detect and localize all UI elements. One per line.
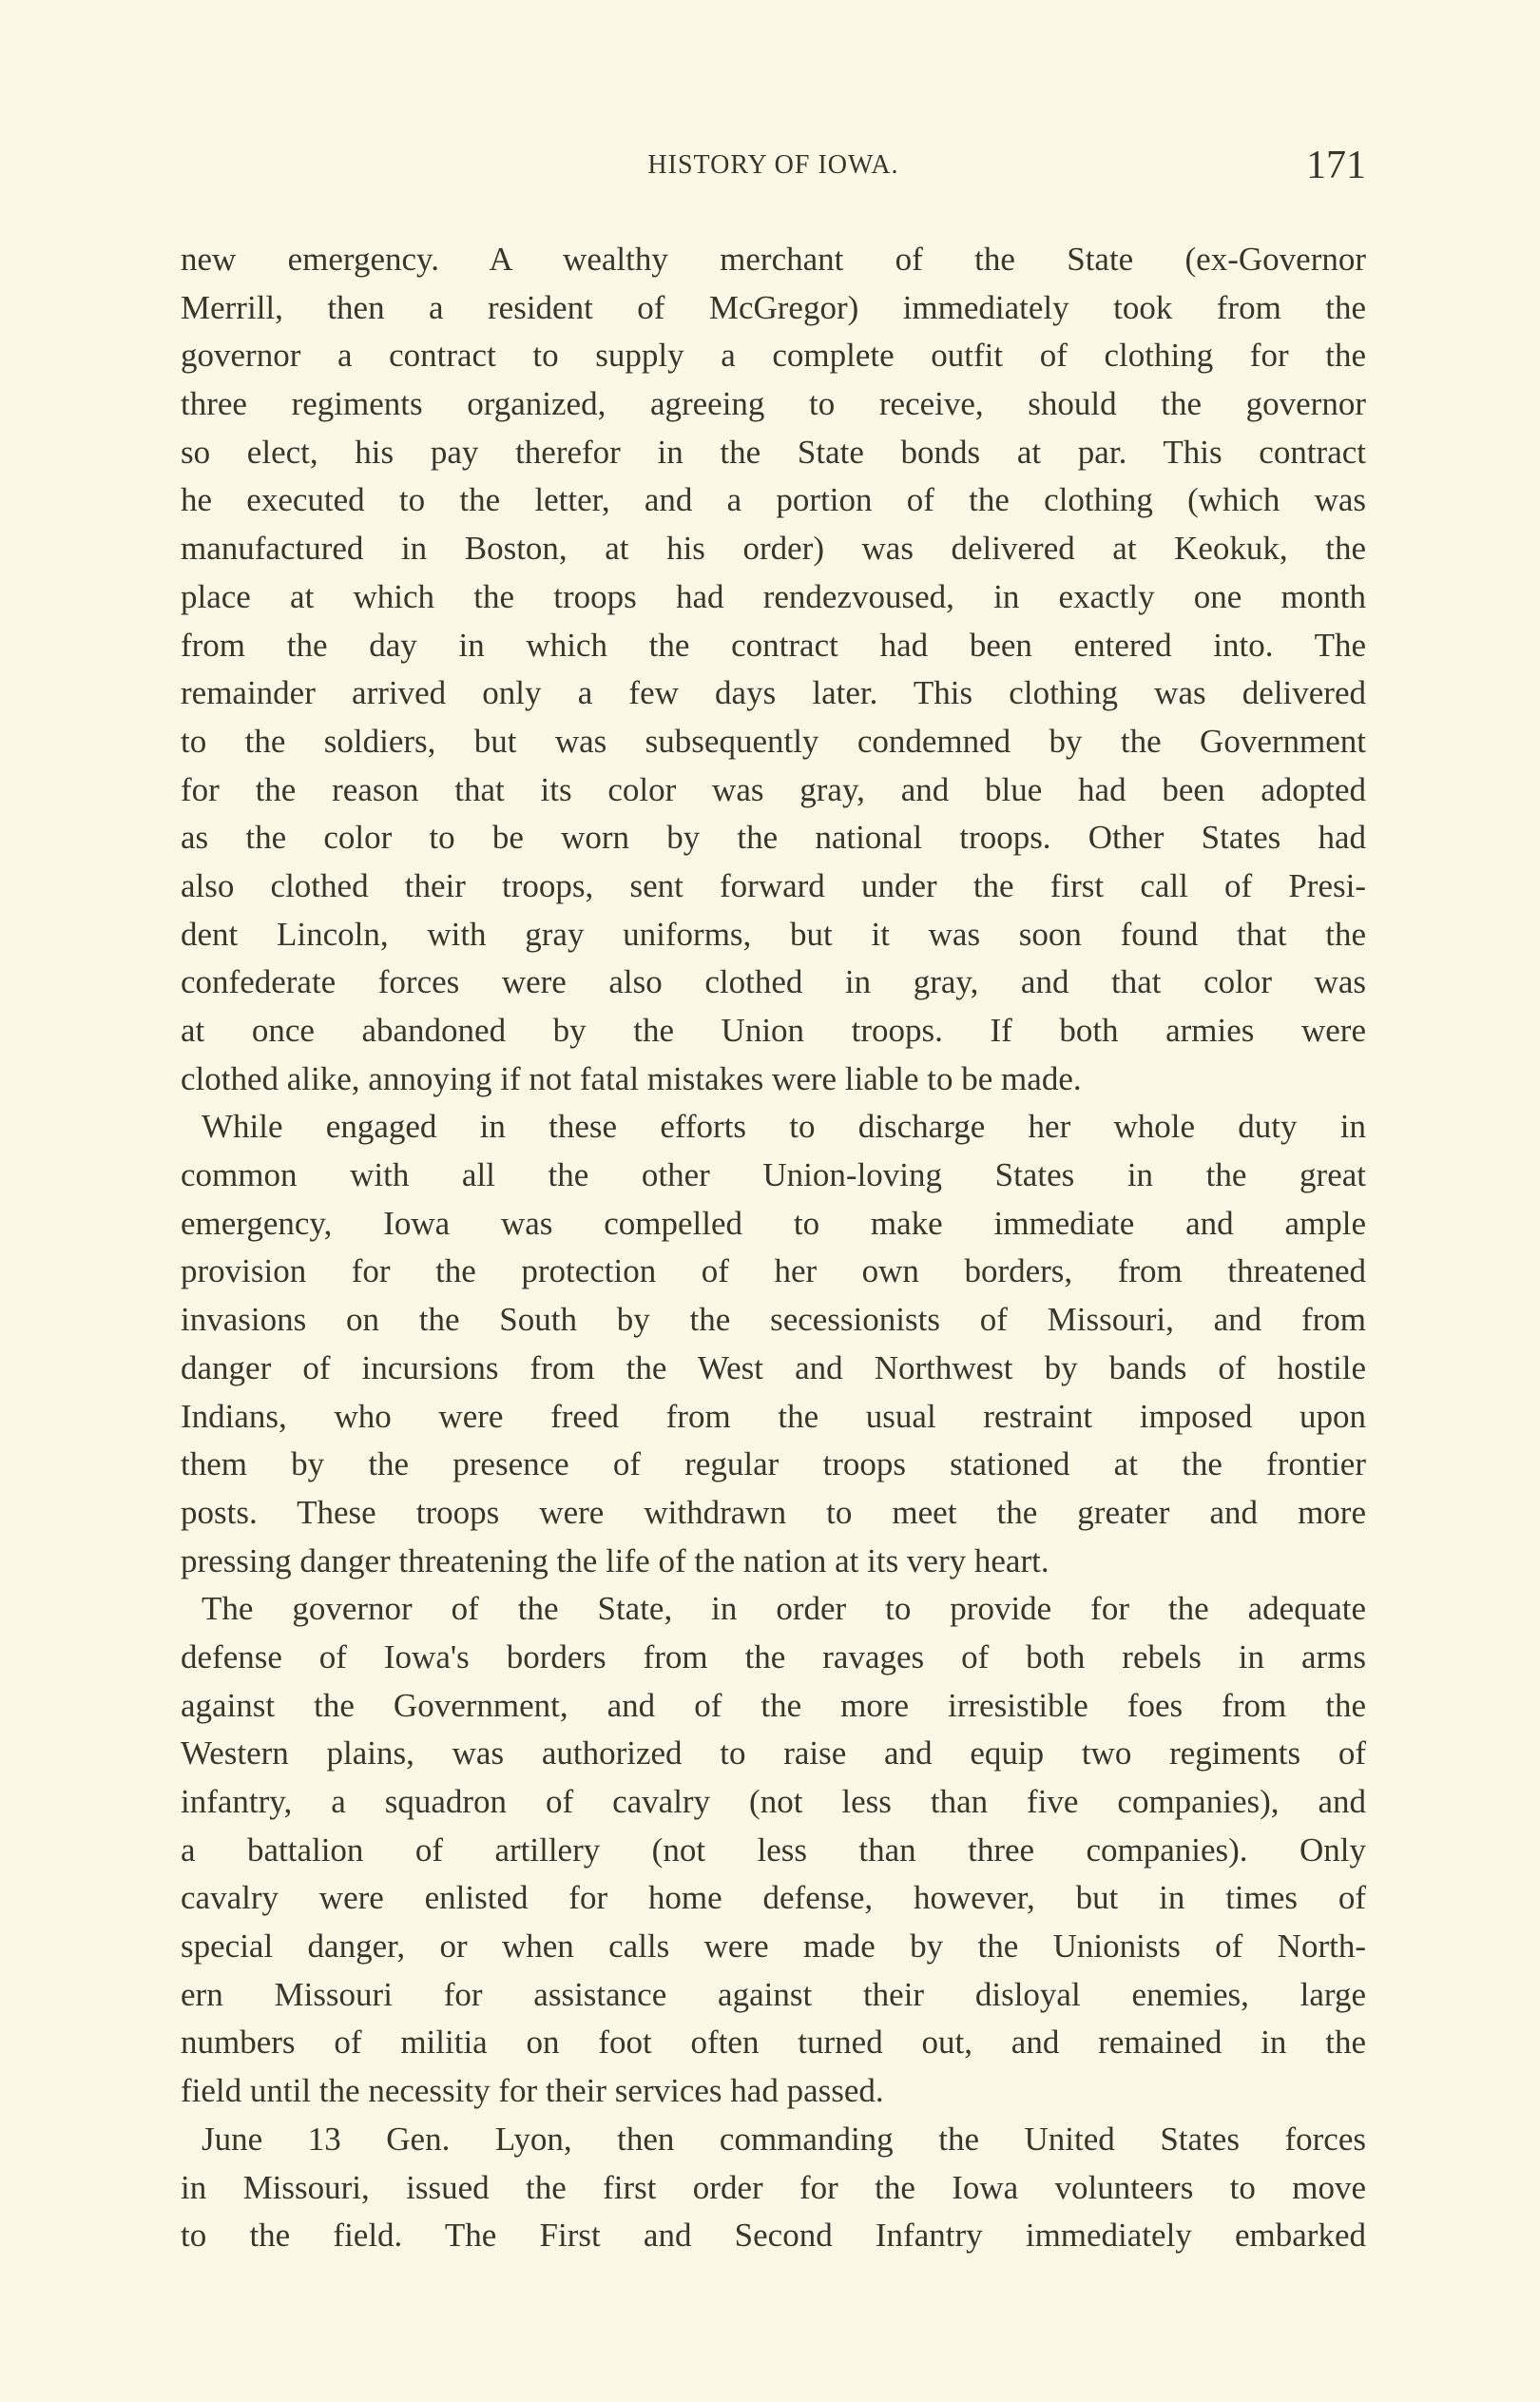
text-line: clothed alike, annoying if not fatal mistakes were liable to be made.	[181, 1059, 1082, 1097]
text-line: posts. These troops were withdrawn to meet the greater and more	[181, 1493, 1366, 1531]
text-line: place at which the troops had rendezvoused, in exactly one month	[181, 577, 1366, 615]
text-line: he executed to the letter, and a portion of the clothing (which was	[181, 481, 1366, 519]
text-line: The governor of the State, in order to provide for the adequate	[202, 1590, 1366, 1628]
text-line: defense of Iowa's borders from the ravages of both rebels in arms	[181, 1637, 1366, 1676]
text-line: as the color to be worn by the national troops. Other States had	[181, 819, 1366, 857]
text-line: Western plains, was authorized to raise and equip two regiments of	[181, 1734, 1366, 1772]
text-line: June 13 Gen. Lyon, then commanding the United States forces	[202, 2120, 1366, 2158]
text-line: While engaged in these efforts to discharge her whole duty in	[202, 1108, 1366, 1146]
text-line: from the day in which the contract had been entered into. The	[181, 626, 1366, 664]
text-line: special danger, or when calls were made by the Unionists of North-	[181, 1927, 1366, 1966]
text-line: to the field. The First and Second Infantry immediately embarked	[181, 2217, 1366, 2255]
text-line: also clothed their troops, sent forward under the first call of Presi-	[181, 866, 1366, 904]
text-line: new emergency. A wealthy merchant of the State (ex-Governor	[181, 241, 1366, 278]
text-line: manufactured in Boston, at his order) was delivered at Keokuk, the	[181, 530, 1366, 568]
text-line: field until the necessity for their services had passed.	[181, 2072, 884, 2110]
text-line: against the Government, and of the more irresistible foes from the	[181, 1686, 1366, 1724]
text-line: ern Missouri for assistance against their disloyal enemies, large	[181, 1975, 1366, 2013]
text-line: for the reason that its color was gray, and blue had been adopted	[181, 770, 1366, 808]
text-line: pressing danger threatening the life of the nation at its very heart.	[181, 1541, 1049, 1579]
text-line: at once abandoned by the Union troops. If both armies were	[181, 1012, 1366, 1049]
text-line: common with all the other Union-loving States in the great	[181, 1156, 1366, 1194]
page-number: 171	[1306, 144, 1366, 187]
text-line: invasions on the South by the secessionists of Missouri, and from	[181, 1301, 1366, 1339]
text-line: infantry, a squadron of cavalry (not less than five companies), and	[181, 1783, 1366, 1820]
text-line: Merrill, then a resident of McGregor) immediately took from the	[181, 288, 1366, 326]
text-line: dent Lincoln, with gray uniforms, but it was soon found that the	[181, 915, 1366, 953]
text-line: confederate forces were also clothed in gray, and that color was	[181, 963, 1366, 1001]
page-body-text	[181, 236, 1366, 2260]
text-line: them by the presence of regular troops stationed at the frontier	[181, 1445, 1366, 1483]
text-line: numbers of militia on foot often turned out, and remained in the	[181, 2024, 1366, 2062]
text-line: three regiments organized, agreeing to receive, should the governor	[181, 385, 1366, 423]
text-line: in Missouri, issued the first order for the Iowa volunteers to move	[181, 2168, 1366, 2206]
text-line: danger of incursions from the West and Northwest by bands of hostile	[181, 1348, 1366, 1386]
page-header	[181, 143, 1366, 190]
text-line: provision for the protection of her own borders, from threatened	[181, 1252, 1366, 1290]
running-title: HISTORY OF IOWA.	[647, 150, 899, 180]
text-line: a battalion of artillery (not less than three companies). Only	[181, 1831, 1366, 1869]
text-line: to the soldiers, but was subsequently condemned by the Government	[181, 722, 1366, 760]
text-line: Indians, who were freed from the usual restraint imposed upon	[181, 1397, 1366, 1435]
text-line: governor a contract to supply a complete outfit of clothing for the	[181, 337, 1366, 375]
text-line: remainder arrived only a few days later. This clothing was delivered	[181, 674, 1366, 712]
text-line: so elect, his pay therefor in the State bonds at par. This contract	[181, 433, 1366, 471]
text-line: cavalry were enlisted for home defense, however, but in times of	[181, 1879, 1366, 1917]
text-line: emergency, Iowa was compelled to make immediate and ample	[181, 1204, 1366, 1242]
